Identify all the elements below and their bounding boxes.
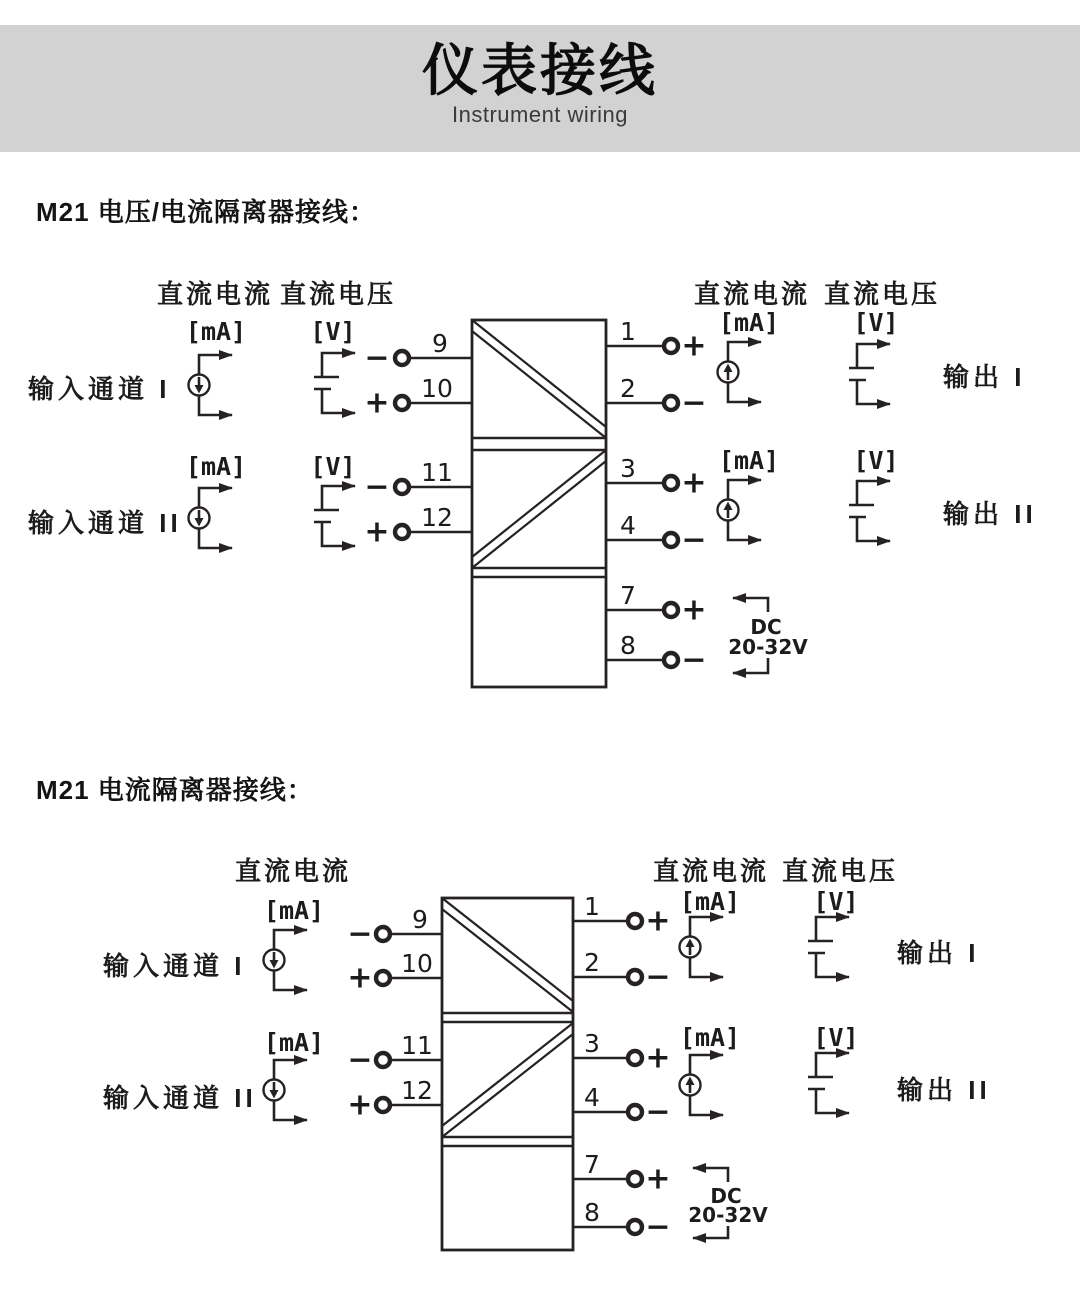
current-source-icon <box>680 917 724 977</box>
channel-label-input-2: 输入通道 II <box>103 1083 257 1113</box>
terminal-number: 2 <box>584 948 600 977</box>
terminal-ring <box>664 533 678 547</box>
unit-label-v: [V] <box>813 887 859 916</box>
terminal-number: 10 <box>401 949 433 978</box>
isolation-diagonal <box>442 909 573 1012</box>
unit-label-v: [V] <box>853 446 899 475</box>
terminal-sign: − <box>364 340 390 376</box>
channel-label-input-1: 输入通道 I <box>28 374 171 404</box>
terminal-number: 12 <box>401 1076 433 1105</box>
terminal-ring <box>376 927 390 941</box>
isolation-diagonal <box>442 1023 573 1126</box>
dc-arrow-top <box>733 598 768 612</box>
terminal-number: 1 <box>584 892 600 921</box>
battery-icon <box>314 353 355 413</box>
page-subtitle: Instrument wiring <box>451 102 628 127</box>
terminal-1 <box>573 892 671 939</box>
isolator-box <box>442 898 573 1250</box>
battery-icon <box>314 486 355 546</box>
terminal-ring <box>376 971 390 985</box>
terminal-2 <box>606 374 707 421</box>
terminal-sign: + <box>681 328 707 364</box>
terminal-sign: − <box>681 385 707 421</box>
dc-label: DC <box>710 1184 742 1208</box>
channel-label-output-1: 输出 I <box>943 362 1026 392</box>
terminal-ring <box>628 1105 642 1119</box>
isolation-diagonal <box>472 461 606 568</box>
unit-label-v: [V] <box>310 452 356 481</box>
terminal-sign: + <box>681 465 707 501</box>
terminal-number: 11 <box>401 1031 433 1060</box>
terminal-sign: + <box>364 514 390 550</box>
terminal-sign: + <box>347 960 373 996</box>
terminal-ring <box>376 1098 390 1112</box>
col-header-input-current: 直流电流 <box>234 856 352 886</box>
terminal-10 <box>364 374 472 421</box>
unit-label-ma: [mA] <box>718 446 780 475</box>
current-source-icon <box>718 480 762 540</box>
isolation-diagonal <box>442 1034 573 1137</box>
terminal-sign: − <box>645 959 671 995</box>
terminal-sign: + <box>645 1040 671 1076</box>
terminal-10 <box>347 949 442 996</box>
terminal-4 <box>606 511 707 558</box>
terminal-number: 9 <box>412 905 428 934</box>
unit-label-ma: [mA] <box>679 1023 741 1052</box>
terminal-3 <box>573 1029 671 1076</box>
terminal-number: 2 <box>620 374 636 403</box>
dc-arrow-top <box>693 1168 728 1182</box>
terminal-number: 10 <box>421 374 453 403</box>
terminal-number: 11 <box>421 458 453 487</box>
unit-label-v: [V] <box>813 1023 859 1052</box>
terminal-8 <box>606 631 707 678</box>
unit-label-ma: [mA] <box>185 317 247 346</box>
terminal-sign: − <box>645 1209 671 1245</box>
col-header-output-voltage: 直流电压 <box>781 856 899 886</box>
battery-icon <box>808 1053 849 1113</box>
terminal-sign: + <box>681 592 707 628</box>
terminal-number: 1 <box>620 317 636 346</box>
terminal-sign: − <box>681 522 707 558</box>
terminal-ring <box>664 653 678 667</box>
unit-label-ma: [mA] <box>263 896 325 925</box>
terminal-sign: + <box>645 1161 671 1197</box>
unit-label-v: [V] <box>310 317 356 346</box>
terminal-sign: − <box>347 916 373 952</box>
terminal-9 <box>364 329 472 376</box>
terminal-sign: − <box>347 1042 373 1078</box>
terminal-ring <box>664 339 678 353</box>
channel-label-output-1: 输出 I <box>897 938 980 968</box>
terminal-ring <box>628 1051 642 1065</box>
terminal-ring <box>628 970 642 984</box>
terminal-7 <box>606 581 707 628</box>
terminal-4 <box>573 1083 671 1130</box>
current-source-icon <box>189 488 233 548</box>
terminal-ring <box>628 914 642 928</box>
terminal-sign: + <box>347 1087 373 1123</box>
terminal-ring <box>376 1053 390 1067</box>
terminal-ring <box>395 525 409 539</box>
terminal-sign: − <box>645 1094 671 1130</box>
terminal-2 <box>573 948 671 995</box>
terminal-ring <box>628 1172 642 1186</box>
channel-label-input-2: 输入通道 II <box>28 508 182 538</box>
terminal-ring <box>664 603 678 617</box>
section-heading-1: M21 电压/电流隔离器接线： <box>36 197 377 227</box>
terminal-ring <box>395 480 409 494</box>
unit-label-ma: [mA] <box>679 887 741 916</box>
terminal-number: 12 <box>421 503 453 532</box>
diagram-2 <box>102 856 991 1250</box>
current-source-icon <box>718 342 762 402</box>
terminal-3 <box>606 454 707 501</box>
current-source-icon <box>264 930 308 990</box>
isolation-diagonal <box>472 331 606 438</box>
terminal-11 <box>347 1031 442 1078</box>
terminal-number: 8 <box>584 1198 600 1227</box>
current-source-icon <box>680 1055 724 1115</box>
unit-label-v: [V] <box>853 308 899 337</box>
channel-label-output-2: 输出 II <box>897 1075 991 1105</box>
terminal-12 <box>364 503 472 550</box>
terminal-ring <box>395 351 409 365</box>
terminal-7 <box>573 1150 671 1197</box>
current-source-icon <box>189 355 233 415</box>
terminal-number: 7 <box>584 1150 600 1179</box>
terminal-8 <box>573 1198 671 1245</box>
diagram-1 <box>27 279 1037 687</box>
terminal-number: 9 <box>432 329 448 358</box>
terminal-1 <box>606 317 707 364</box>
col-header-output-current: 直流电流 <box>693 279 811 309</box>
battery-icon <box>808 917 849 977</box>
terminal-ring <box>664 396 678 410</box>
col-header-output-current: 直流电流 <box>652 856 770 886</box>
terminal-11 <box>364 458 472 505</box>
battery-icon <box>849 481 890 541</box>
dc-power-source <box>728 598 808 673</box>
terminal-sign: − <box>681 642 707 678</box>
isolation-diagonal <box>472 320 606 427</box>
page-title: 仪表接线 <box>422 39 658 102</box>
terminal-number: 3 <box>620 454 636 483</box>
terminal-sign: + <box>645 903 671 939</box>
dc-voltage-label: 20-32V <box>728 635 808 659</box>
col-header-input-voltage: 直流电压 <box>279 279 397 309</box>
terminal-ring <box>664 476 678 490</box>
dc-arrow-bottom <box>733 658 768 673</box>
unit-label-ma: [mA] <box>718 308 780 337</box>
terminal-ring <box>628 1220 642 1234</box>
section-heading-2: M21 电流隔离器接线： <box>36 775 314 805</box>
battery-icon <box>849 344 890 404</box>
terminal-sign: − <box>364 469 390 505</box>
terminal-number: 4 <box>620 511 636 540</box>
unit-label-ma: [mA] <box>263 1028 325 1057</box>
current-source-icon <box>264 1060 308 1120</box>
terminal-number: 3 <box>584 1029 600 1058</box>
terminal-number: 8 <box>620 631 636 660</box>
isolation-diagonal <box>472 450 606 557</box>
unit-label-ma: [mA] <box>185 452 247 481</box>
terminal-9 <box>347 905 442 952</box>
col-header-output-voltage: 直流电压 <box>823 279 941 309</box>
terminal-12 <box>347 1076 442 1123</box>
dc-voltage-label: 20-32V <box>688 1203 768 1227</box>
terminal-number: 7 <box>620 581 636 610</box>
dc-power-source <box>688 1168 768 1238</box>
col-header-input-current: 直流电流 <box>156 279 274 309</box>
terminal-number: 4 <box>584 1083 600 1112</box>
dc-arrow-bottom <box>693 1226 728 1238</box>
dc-label: DC <box>750 615 782 639</box>
channel-label-input-1: 输入通道 I <box>103 951 246 981</box>
isolation-diagonal <box>442 898 573 1001</box>
isolator-box <box>472 320 606 687</box>
terminal-sign: + <box>364 385 390 421</box>
channel-label-output-2: 输出 II <box>943 499 1037 529</box>
terminal-ring <box>395 396 409 410</box>
